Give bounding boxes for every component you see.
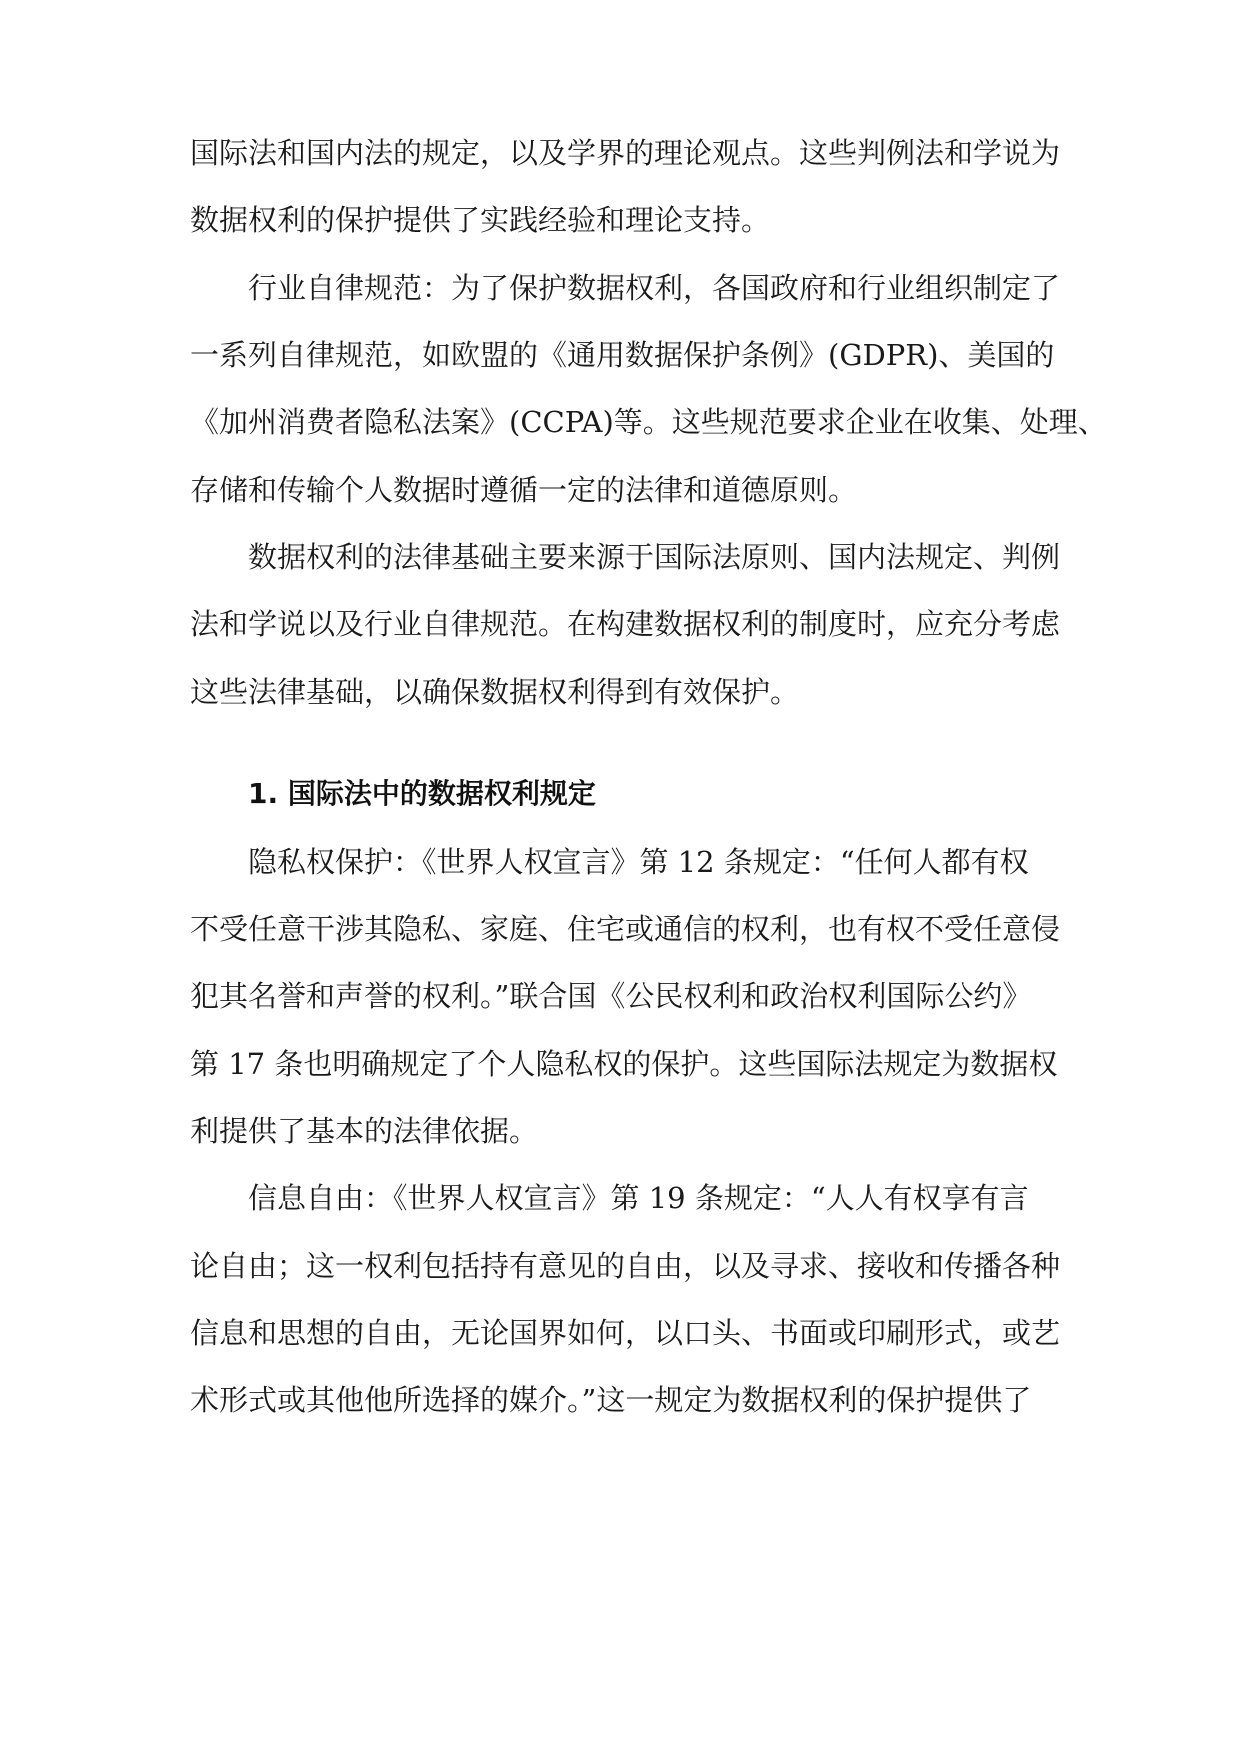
paragraph-4-line-4: 第 17 条也明确规定了个人隐私权的保护。这些国际法规定为数据权	[190, 1047, 1058, 1081]
paragraph-1-line-1: 国际法和国内法的规定，以及学界的理论观点。这些判例法和学说为	[190, 136, 1061, 170]
paragraph-3-line-3: 这些法律基础，以确保数据权利得到有效保护。	[190, 675, 800, 709]
paragraph-5-line-2: 论自由；这一权利包括持有意见的自由，以及寻求、接收和传播各种	[190, 1249, 1061, 1283]
paragraph-5-line-3: 信息和思想的自由，无论国界如何，以口头、书面或印刷形式，或艺	[190, 1316, 1061, 1350]
paragraph-2-line-1: 行业自律规范：为了保护数据权利，各国政府和行业组织制定了	[248, 271, 1061, 305]
section-heading: 1. 国际法中的数据权利规定	[248, 777, 596, 810]
paragraph-1-line-2: 数据权利的保护提供了实践经验和理论支持。	[190, 203, 771, 237]
paragraph-4-line-2: 不受任意干涉其隐私、家庭、住宅或通信的权利，也有权不受任意侵	[190, 912, 1061, 946]
paragraph-2-line-3: 《加州消费者隐私法案》(CCPA)等。这些规范要求企业在收集、处理、	[190, 405, 1107, 439]
paragraph-5-line-1: 信息自由：《世界人权宣言》第 19 条规定：“人人有权享有言	[248, 1181, 1029, 1215]
paragraph-4-line-5: 利提供了基本的法律依据。	[190, 1114, 539, 1148]
paragraph-4-line-3: 犯其名誉和声誉的权利。”联合国《公民权利和政治权利国际公约》	[190, 979, 1032, 1013]
paragraph-2-line-2: 一系列自律规范，如欧盟的《通用数据保护条例》(GDPR)、美国的	[190, 338, 1055, 372]
paragraph-5-line-4: 术形式或其他他所选择的媒介。”这一规定为数据权利的保护提供了	[190, 1383, 1032, 1417]
paragraph-3-line-1: 数据权利的法律基础主要来源于国际法原则、国内法规定、判例	[248, 540, 1061, 574]
paragraph-2-line-4: 存储和传输个人数据时遵循一定的法律和道德原则。	[190, 473, 858, 507]
paragraph-4-line-1: 隐私权保护：《世界人权宣言》第 12 条规定：“任何人都有权	[248, 845, 1029, 879]
paragraph-3-line-2: 法和学说以及行业自律规范。在构建数据权利的制度时，应充分考虑	[190, 607, 1061, 641]
